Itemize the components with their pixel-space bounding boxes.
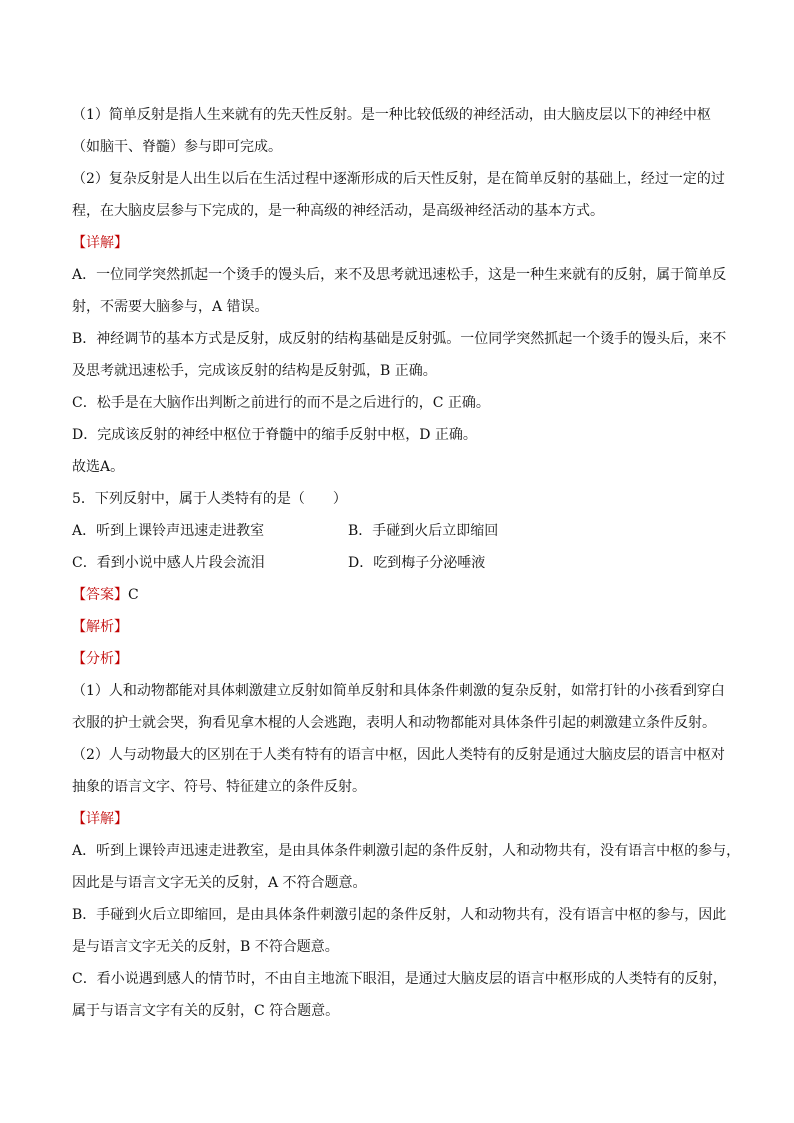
paragraph-line: C．看小说遇到感人的情节时，不由自主地流下眼泪，是通过大脑皮层的语言中枢形成的人类特有的反射，	[72, 971, 727, 987]
paragraph-line: （1）人和动物都能对具体刺激建立反射如简单反射和具体条件刺激的复杂反射，如常打针的小孩看到穿白	[72, 683, 725, 699]
section-label-fenxi: 【分析】	[72, 651, 128, 667]
paragraph-line: 程，在大脑皮层参与下完成的，是一种高级的神经活动，是高级神经活动的基本方式。	[72, 203, 604, 219]
paragraph-line: C．松手是在大脑作出判断之前进行的而不是之后进行的，C 正确。	[72, 395, 490, 411]
option-c: C．看到小说中感人片段会流泪	[72, 555, 265, 571]
paragraph-line: （2）复杂反射是人出生以后在生活过程中逐渐形成的后天性反射，是在简单反射的基础上，经过一定的过	[72, 171, 725, 187]
paragraph-line: D．完成该反射的神经中枢位于脊髓中的缩手反射中枢，D 正确。	[72, 427, 477, 443]
paragraph-line: 抽象的语言文字、符号、特征建立的条件反射。	[72, 779, 366, 795]
option-a: A．听到上课铃声迅速走进教室	[72, 523, 265, 539]
option-b: B．手碰到火后立即缩回	[348, 523, 499, 539]
paragraph-line: 是与语言文字无关的反射，B 不符合题意。	[72, 939, 339, 955]
paragraph-line: B．手碰到火后立即缩回，是由具体条件刺激引起的条件反射，人和动物共有，没有语言中枢的参与，因此	[72, 907, 727, 923]
paragraph-line: A．听到上课铃声迅速走进教室，是由具体条件刺激引起的条件反射，人和动物共有，没有语言中枢的参与，	[72, 843, 741, 859]
paragraph-line: 射，不需要大脑参与，A 错误。	[72, 299, 269, 315]
options-row	[72, 515, 734, 547]
answer-line	[72, 579, 734, 611]
paragraph-line: A．一位同学突然抓起一个烫手的馒头后，来不及思考就迅速松手，这是一种生来就有的反射，属于简单反	[72, 267, 727, 283]
paragraph-line: （如脑干、脊髓）参与即可完成。	[72, 139, 282, 155]
options-row	[72, 547, 734, 579]
section-label-analysis: 【解析】	[72, 619, 128, 635]
option-d: D．吃到梅子分泌唾液	[348, 555, 486, 571]
paragraph-line: 故选A。	[72, 459, 125, 475]
answer-label: 【答案】	[72, 587, 128, 603]
paragraph-line: 因此是与语言文字无关的反射，A 不符合题意。	[72, 875, 367, 891]
paragraph-line: B．神经调节的基本方式是反射，成反射的结构基础是反射弧。一位同学突然抓起一个烫手的馒头后，来不	[72, 331, 727, 347]
paragraph-line: （1）简单反射是指人生来就有的先天性反射。是一种比较低级的神经活动，由大脑皮层以下的神经中枢	[72, 107, 711, 123]
answer-value: C	[128, 587, 139, 603]
paragraph-line: 及思考就迅速松手，完成该反射的结构是反射弧，B 正确。	[72, 363, 437, 379]
paragraph-line: 衣服的护士就会哭，狗看见拿木棍的人会逃跑，表明人和动物都能对具体条件引起的刺激建立条件反射。	[72, 715, 716, 731]
section-label-detail: 【详解】	[72, 811, 128, 827]
paragraph-line: （2）人与动物最大的区别在于人类有特有的语言中枢，因此人类特有的反射是通过大脑皮层的语言中枢对	[72, 747, 725, 763]
paragraph-line: 属于与语言文字有关的反射，C 符合题意。	[72, 1003, 340, 1019]
section-label-detail: 【详解】	[72, 235, 128, 251]
question-stem: 5．下列反射中，属于人类特有的是（ ）	[72, 491, 347, 507]
